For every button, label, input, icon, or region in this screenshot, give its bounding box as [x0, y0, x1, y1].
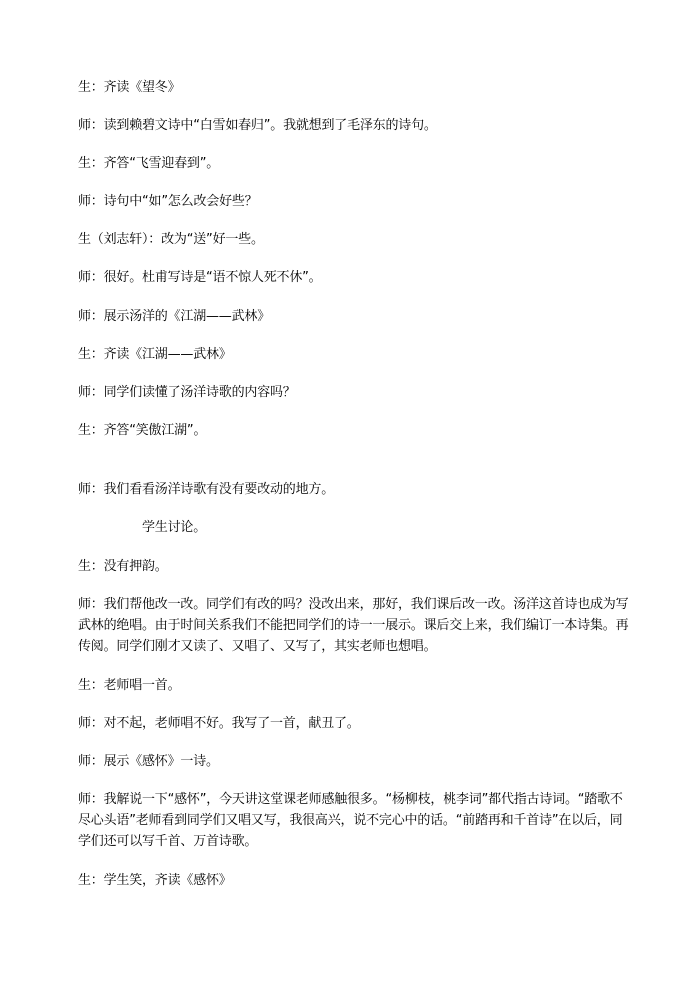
dialogue-line: 生：没有押韵。 [78, 559, 168, 574]
dialogue-line: 生：齐答“笑傲江湖”。 [78, 423, 207, 438]
dialogue-line: 师：诗句中“如”怎么改会好些？ [78, 194, 258, 209]
dialogue-paragraph: 师：我解说一下“感怀”，今天讲这堂课老师感触很多。“杨柳枝，桃李词”都代指古诗词。“踏歌不尽心头语”老师看到同学们又唱又写，我很高兴，说不完心中的话。“前踏再和千首诗”在以后，同学们还可以写千首、万首诗歌。 [78, 792, 623, 849]
dialogue-line: 师：读到赖碧文诗中“白雪如春归”。我就想到了毛泽东的诗句。 [78, 118, 437, 133]
dialogue-line: 师：很好。杜甫写诗是“语不惊人死不休”。 [78, 270, 322, 285]
dialogue-line: 师：展示汤洋的《江湖——武林》 [78, 309, 271, 324]
dialogue-paragraph: 师：我们帮他改一改。同学们有改的吗？没改出来，那好，我们课后改一改。汤洋这首诗也成为写武林的绝唱。由于时间关系我们不能把同学们的诗一一展示。课后交上来，我们编订一本诗集。再传阅。同学们刚才又读了、又唱了、又写了，其实老师也想唱。 [78, 597, 629, 654]
dialogue-line: 师：同学们读懂了汤洋诗歌的内容吗？ [78, 385, 296, 400]
stage-note: 学生讨论。 [142, 520, 207, 535]
dialogue-line: 生：齐读《望冬》 [78, 80, 181, 95]
dialogue-line: 生（刘志轩）：改为“送”好一些。 [78, 232, 264, 247]
dialogue-line: 师：我们看看汤洋诗歌有没有要改动的地方。 [78, 482, 335, 497]
dialogue-line: 师：对不起，老师唱不好。我写了一首，献丑了。 [78, 716, 360, 731]
dialogue-line: 生：学生笑，齐读《感怀》 [78, 873, 232, 888]
dialogue-line: 生：齐读《江湖——武林》 [78, 347, 232, 362]
dialogue-line: 生：老师唱一首。 [78, 678, 181, 693]
dialogue-line: 师：展示《感怀》一诗。 [78, 754, 219, 769]
dialogue-line: 生：齐答“飞雪迎春到”。 [78, 156, 220, 171]
